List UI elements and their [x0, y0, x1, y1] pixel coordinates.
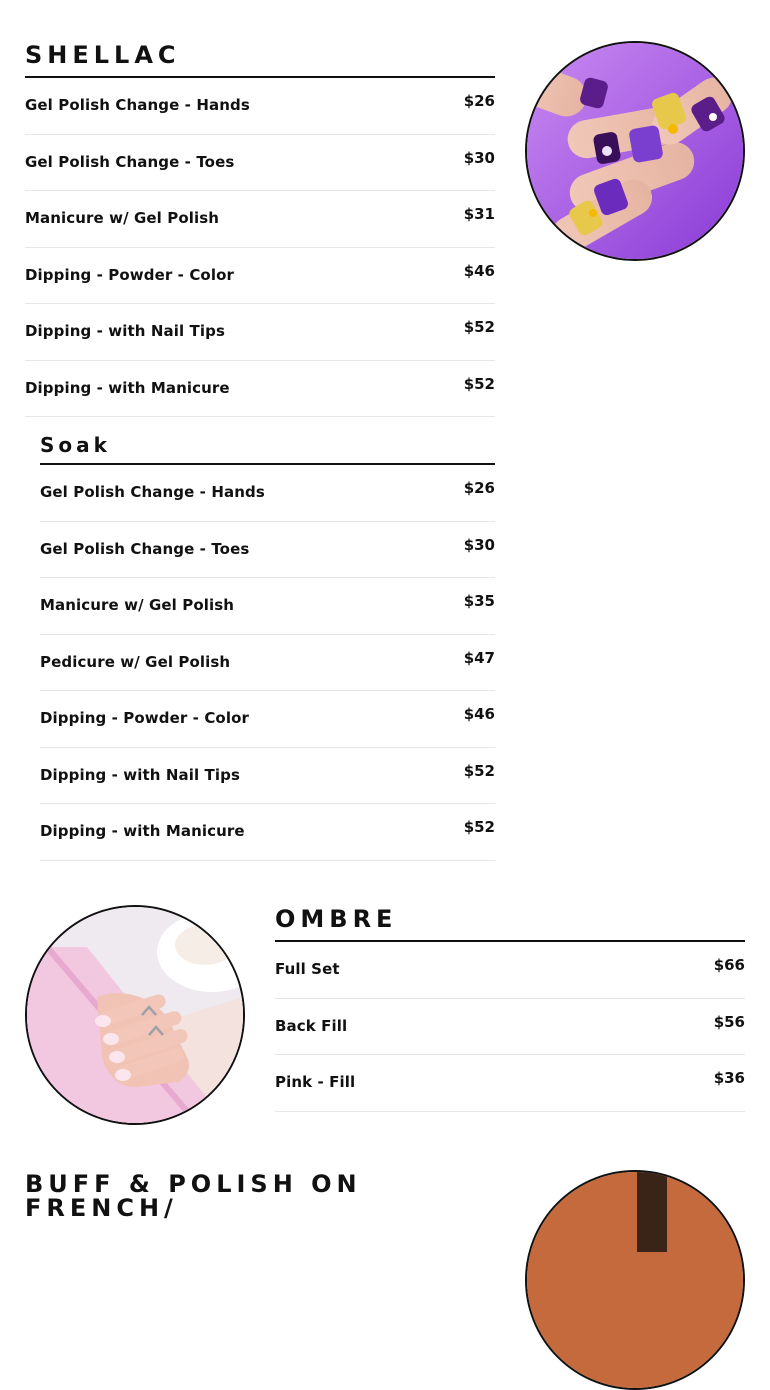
- menu-item: [40, 635, 495, 692]
- shellac-photo: [525, 41, 745, 261]
- menu-item: [275, 942, 745, 999]
- item-name: Gel Polish Change - Toes: [40, 539, 250, 558]
- ombre-menu-list: [275, 942, 745, 1112]
- menu-item: [40, 748, 495, 805]
- item-name: Gel Polish Change - Hands: [25, 96, 250, 114]
- item-price: $35: [463, 592, 495, 610]
- menu-item: [40, 465, 495, 522]
- soak-section: [40, 435, 495, 861]
- menu-item: [25, 78, 495, 135]
- menu-item: [40, 522, 495, 579]
- item-price: $31: [463, 205, 495, 223]
- item-name: Manicure w/ Gel Polish: [25, 209, 220, 227]
- buff-polish-section: [25, 1172, 495, 1220]
- shellac-title: SHELLAC: [25, 41, 181, 69]
- item-name: Pink - Fill: [275, 1073, 356, 1091]
- item-name: Full Set: [275, 960, 340, 978]
- menu-item: [25, 304, 495, 361]
- item-price: $26: [463, 92, 495, 110]
- item-name: Dipping - with Manicure: [40, 822, 245, 840]
- item-price: $56: [713, 1012, 745, 1031]
- menu-item: [25, 361, 495, 418]
- item-price: $47: [463, 648, 495, 667]
- item-price: $52: [463, 374, 495, 393]
- buff-photo: [525, 1170, 745, 1390]
- item-name: Gel Polish Change - Hands: [40, 483, 265, 501]
- menu-item: [40, 691, 495, 748]
- item-price: $36: [713, 1069, 745, 1087]
- item-name: Dipping - with Nail Tips: [25, 322, 225, 340]
- item-price: $30: [463, 535, 495, 554]
- ombre-title: OMBRE: [275, 905, 398, 933]
- item-price: $26: [463, 479, 495, 497]
- item-name: Dipping - Powder - Color: [25, 265, 234, 284]
- item-name: Gel Polish Change - Toes: [25, 152, 235, 171]
- menu-item: [25, 135, 495, 192]
- item-name: Dipping - with Manicure: [25, 378, 230, 397]
- menu-item: [25, 248, 495, 305]
- item-price: $66: [713, 956, 745, 974]
- shellac-section: [25, 43, 495, 417]
- item-name: Dipping - Powder - Color: [40, 709, 249, 727]
- menu-item: [40, 804, 495, 861]
- item-price: $52: [463, 761, 495, 780]
- menu-item: [25, 191, 495, 248]
- shellac-menu-list: [25, 78, 495, 417]
- buff-polish-title: BUFF & POLISH ON FRENCH/: [25, 1170, 362, 1222]
- item-price: $52: [463, 318, 495, 336]
- menu-item: [40, 578, 495, 635]
- item-name: Dipping - with Nail Tips: [40, 765, 240, 784]
- menu-item: [275, 999, 745, 1056]
- item-price: $52: [463, 818, 495, 836]
- nail-photo-image: [527, 43, 743, 259]
- ombre-section: [275, 907, 745, 1112]
- nail-photo-image: [527, 1172, 743, 1388]
- item-price: $46: [463, 261, 495, 280]
- item-name: Back Fill: [275, 1016, 348, 1035]
- soak-title: Soak: [40, 433, 111, 457]
- item-price: $46: [463, 705, 495, 723]
- ombre-photo: [25, 905, 245, 1125]
- item-price: $30: [463, 148, 495, 167]
- soak-menu-list: [40, 465, 495, 861]
- pink-ombre-nails-image: [27, 907, 243, 1123]
- item-name: Pedicure w/ Gel Polish: [40, 652, 231, 671]
- menu-item: [275, 1055, 745, 1112]
- item-name: Manicure w/ Gel Polish: [40, 596, 235, 614]
